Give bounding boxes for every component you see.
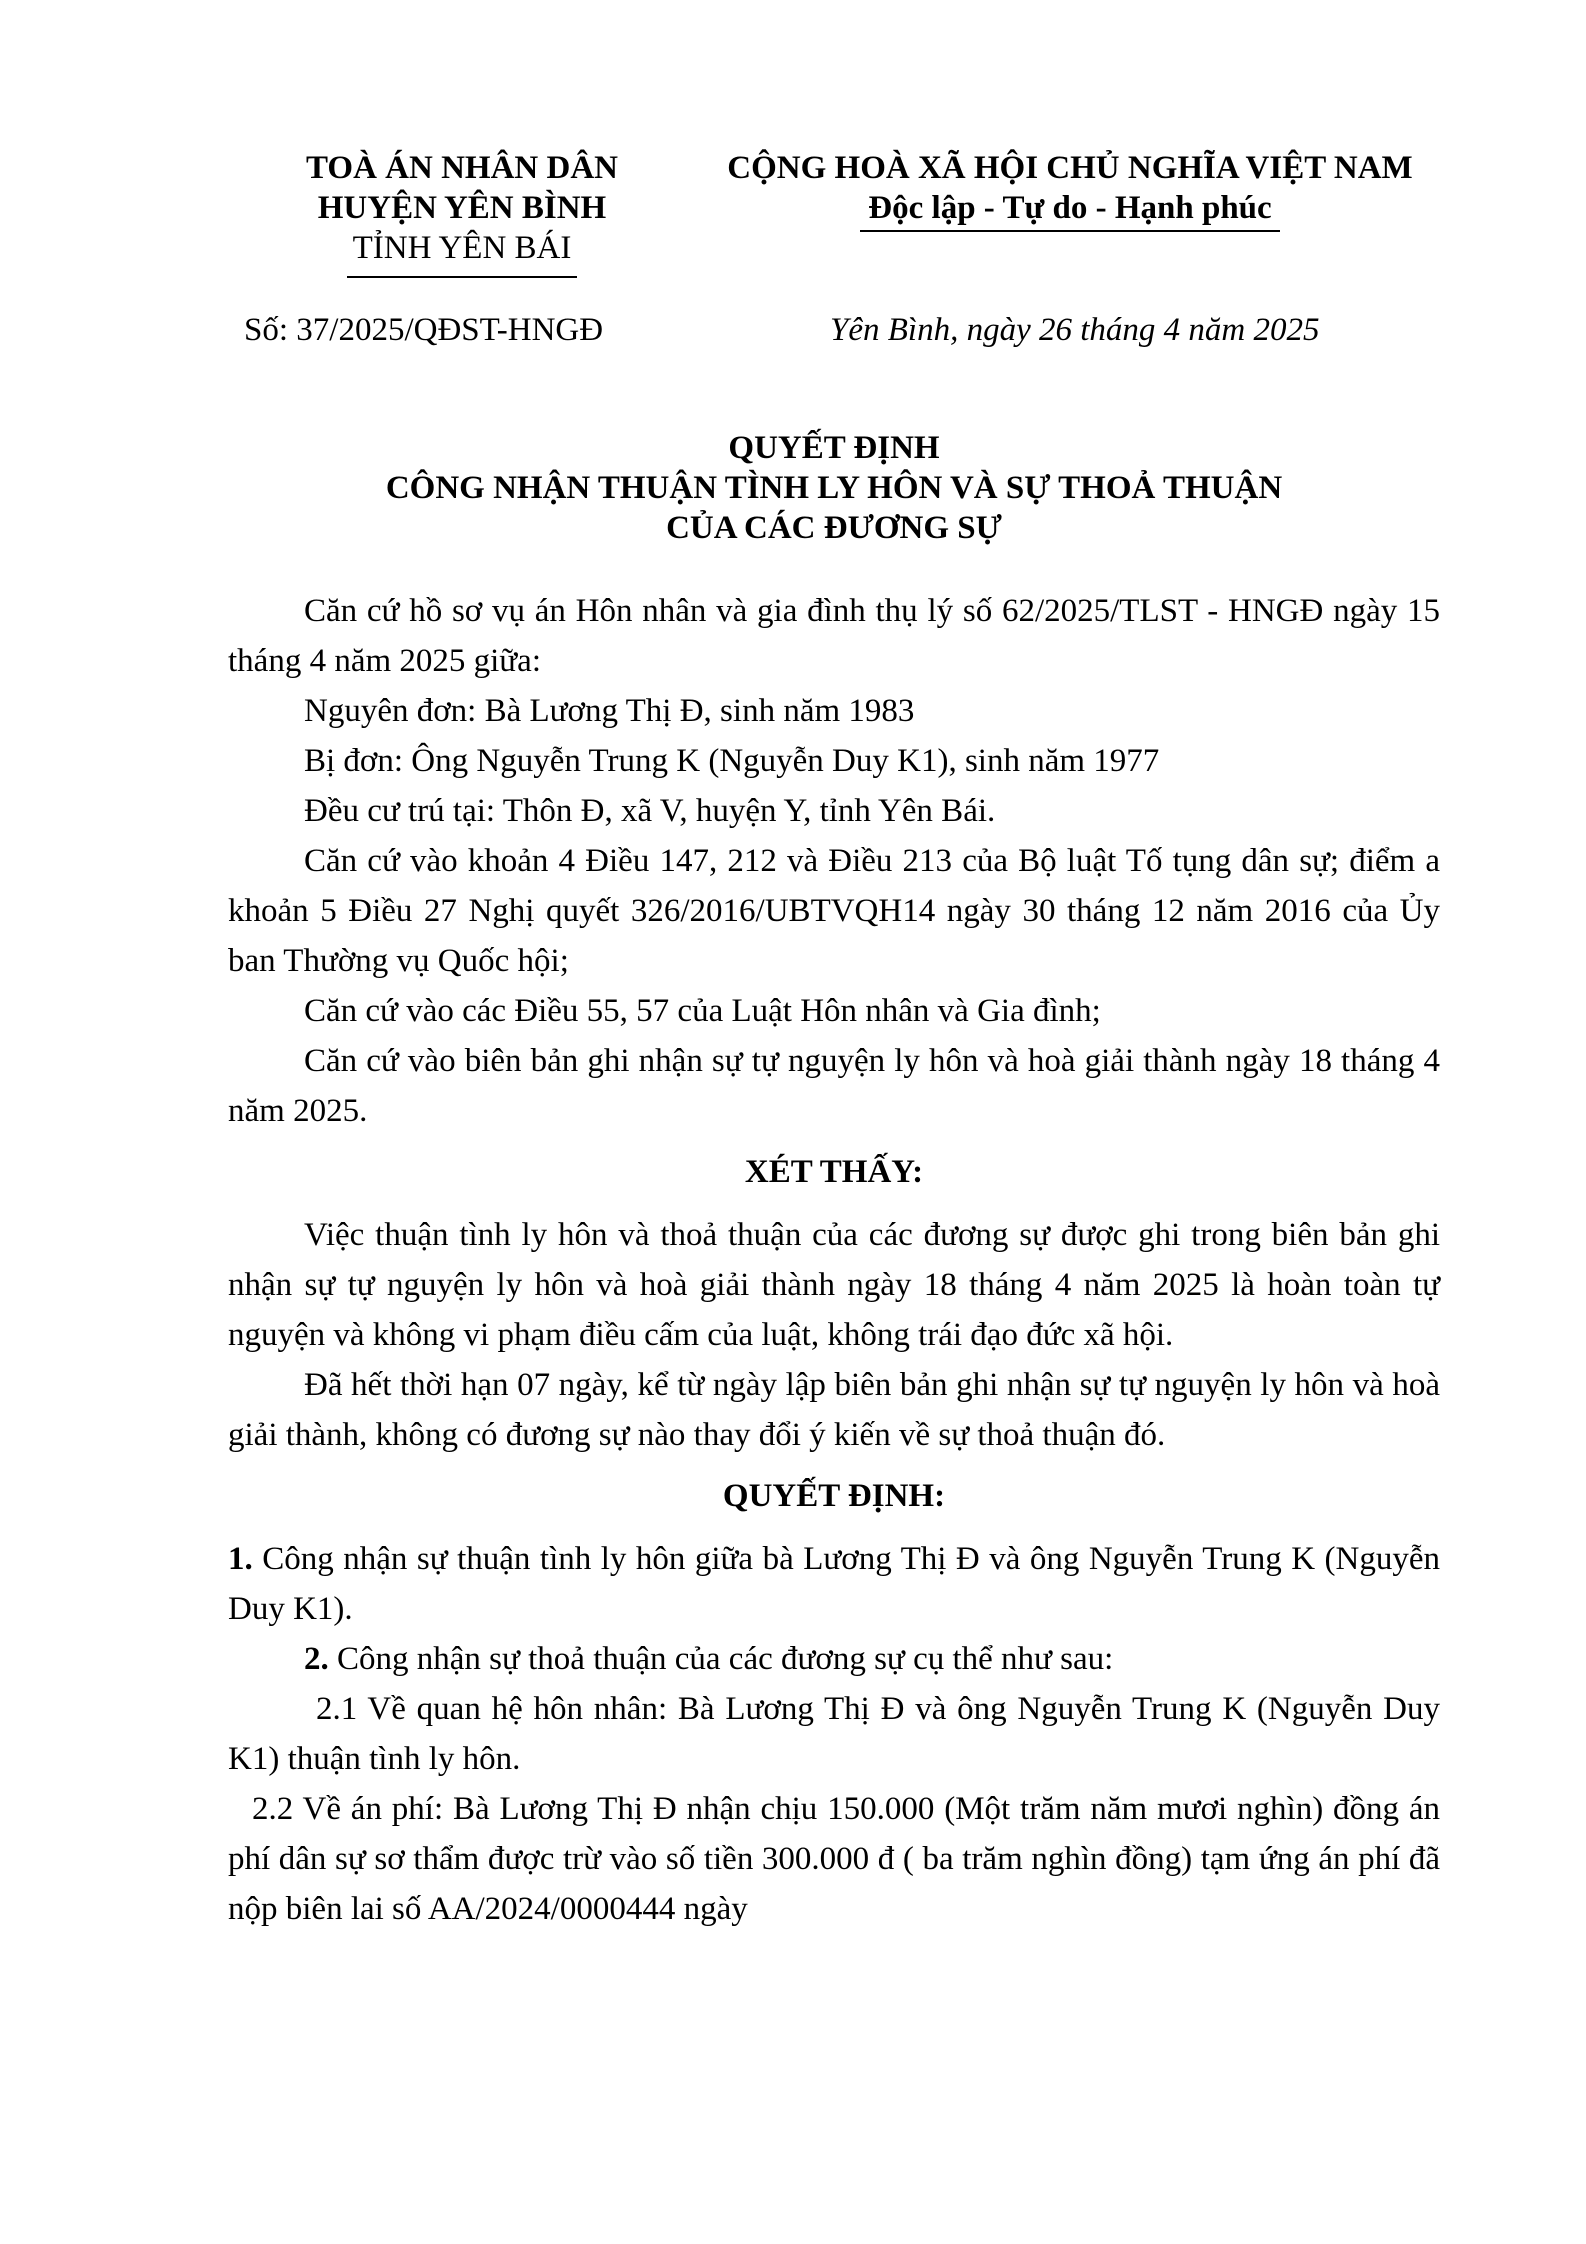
residence-line: Đều cư trú tại: Thôn Đ, xã V, huyện Y, tỉnh Yên Bái. — [304, 793, 996, 829]
case-basis-paragraph: Căn cứ hồ sơ vụ án Hôn nhân và gia đình thụ lý số 62/2025/TLST - HNGĐ ngày 15 tháng 4 năm 2025 giữa: — [228, 593, 1440, 679]
document-title — [228, 428, 1440, 548]
document-body — [228, 586, 1440, 1934]
defendant-line: Bị đơn: Ông Nguyễn Trung K (Nguyễn Duy K1), sinh năm 1977 — [304, 743, 1160, 779]
decision-item-2-2: 2.2 Về án phí: Bà Lương Thị Đ nhận chịu 150.000 (Một trăm năm mươi nghìn) đồng án phí dân sự sơ thẩm được trừ vào số tiền 300.000 đ ( ba trăm nghìn đồng) tạm ứng án phí đã nộp biên lai số AA/2024/0000444 ngày — [228, 1791, 1440, 1927]
findings-paragraph-1: Việc thuận tình ly hôn và thoả thuận của các đương sự được ghi trong biên bản ghi nhận sự tự nguyện ly hôn và hoà giải thành ngày 18 tháng 4 năm 2025 là hoàn toàn tự nguyện và không vi phạm điều cấm của luật, không trái đạo đức xã hội. — [228, 1217, 1440, 1353]
country-name: CỘNG HOÀ XÃ HỘI CHỦ NGHĨA VIỆT NAM — [727, 150, 1413, 186]
place-and-date: Yên Bình, ngày 26 tháng 4 năm 2025 — [830, 312, 1320, 348]
court-name-line2: HUYỆN YÊN BÌNH — [317, 190, 607, 226]
title-line-1: QUYẾT ĐỊNH — [728, 430, 940, 466]
court-province: TỈNH YÊN BÁI — [352, 230, 572, 266]
decision-item-1 — [228, 1534, 1440, 1634]
national-motto: Độc lập - Tự do - Hạnh phúc — [868, 190, 1272, 226]
decision-item-2-text: Công nhận sự thoả thuận của các đương sự cụ thể như sau: — [328, 1641, 1114, 1677]
plaintiff-line: Nguyên đơn: Bà Lương Thị Đ, sinh năm 1983 — [304, 693, 915, 729]
findings-heading: XÉT THẤY: — [744, 1154, 924, 1190]
decision-item-1-text: Công nhận sự thuận tình ly hôn giữa bà Lương Thị Đ và ông Nguyễn Trung K (Nguyễn Duy K1). — [228, 1541, 1440, 1627]
decision-item-2-1: 2.1 Về quan hệ hôn nhân: Bà Lương Thị Đ và ông Nguyễn Trung K (Nguyễn Duy K1) thuận tình ly hôn. — [228, 1691, 1440, 1777]
national-header — [680, 148, 1460, 232]
decision-heading: QUYẾT ĐỊNH: — [722, 1478, 946, 1514]
findings-paragraph-2: Đã hết thời hạn 07 ngày, kể từ ngày lập biên bản ghi nhận sự tự nguyện ly hôn và hoà giải thành, không có đương sự nào thay đổi ý kiến về sự thoả thuận đó. — [228, 1367, 1440, 1453]
decision-item-2 — [228, 1634, 1440, 1684]
title-line-3: CỦA CÁC ĐƯƠNG SỰ — [666, 510, 1002, 546]
motto-underline — [860, 230, 1280, 232]
document-number: Số: 37/2025/QĐST-HNGĐ — [244, 312, 604, 348]
court-name-line1: TOÀ ÁN NHÂN DÂN — [306, 150, 618, 186]
court-header-divider — [347, 276, 577, 278]
legal-basis-paragraph-3: Căn cứ vào biên bản ghi nhận sự tự nguyện ly hôn và hoà giải thành ngày 18 tháng 4 năm 2025. — [228, 1043, 1440, 1129]
title-line-2: CÔNG NHẬN THUẬN TÌNH LY HÔN VÀ SỰ THOẢ THUẬN — [385, 470, 1283, 506]
legal-basis-paragraph-2: Căn cứ vào các Điều 55, 57 của Luật Hôn nhân và Gia đình; — [304, 993, 1101, 1029]
legal-basis-paragraph-1: Căn cứ vào khoản 4 Điều 147, 212 và Điều 213 của Bộ luật Tố tụng dân sự; điểm a khoản 5 Điều 27 Nghị quyết 326/2016/UBTVQH14 ngày 30 tháng 12 năm 2016 của Ủy ban Thường vụ Quốc hội; — [228, 843, 1440, 979]
decision-item-1-number: 1. — [228, 1541, 253, 1577]
decision-item-2-number: 2. — [304, 1641, 329, 1677]
court-header — [262, 148, 662, 278]
